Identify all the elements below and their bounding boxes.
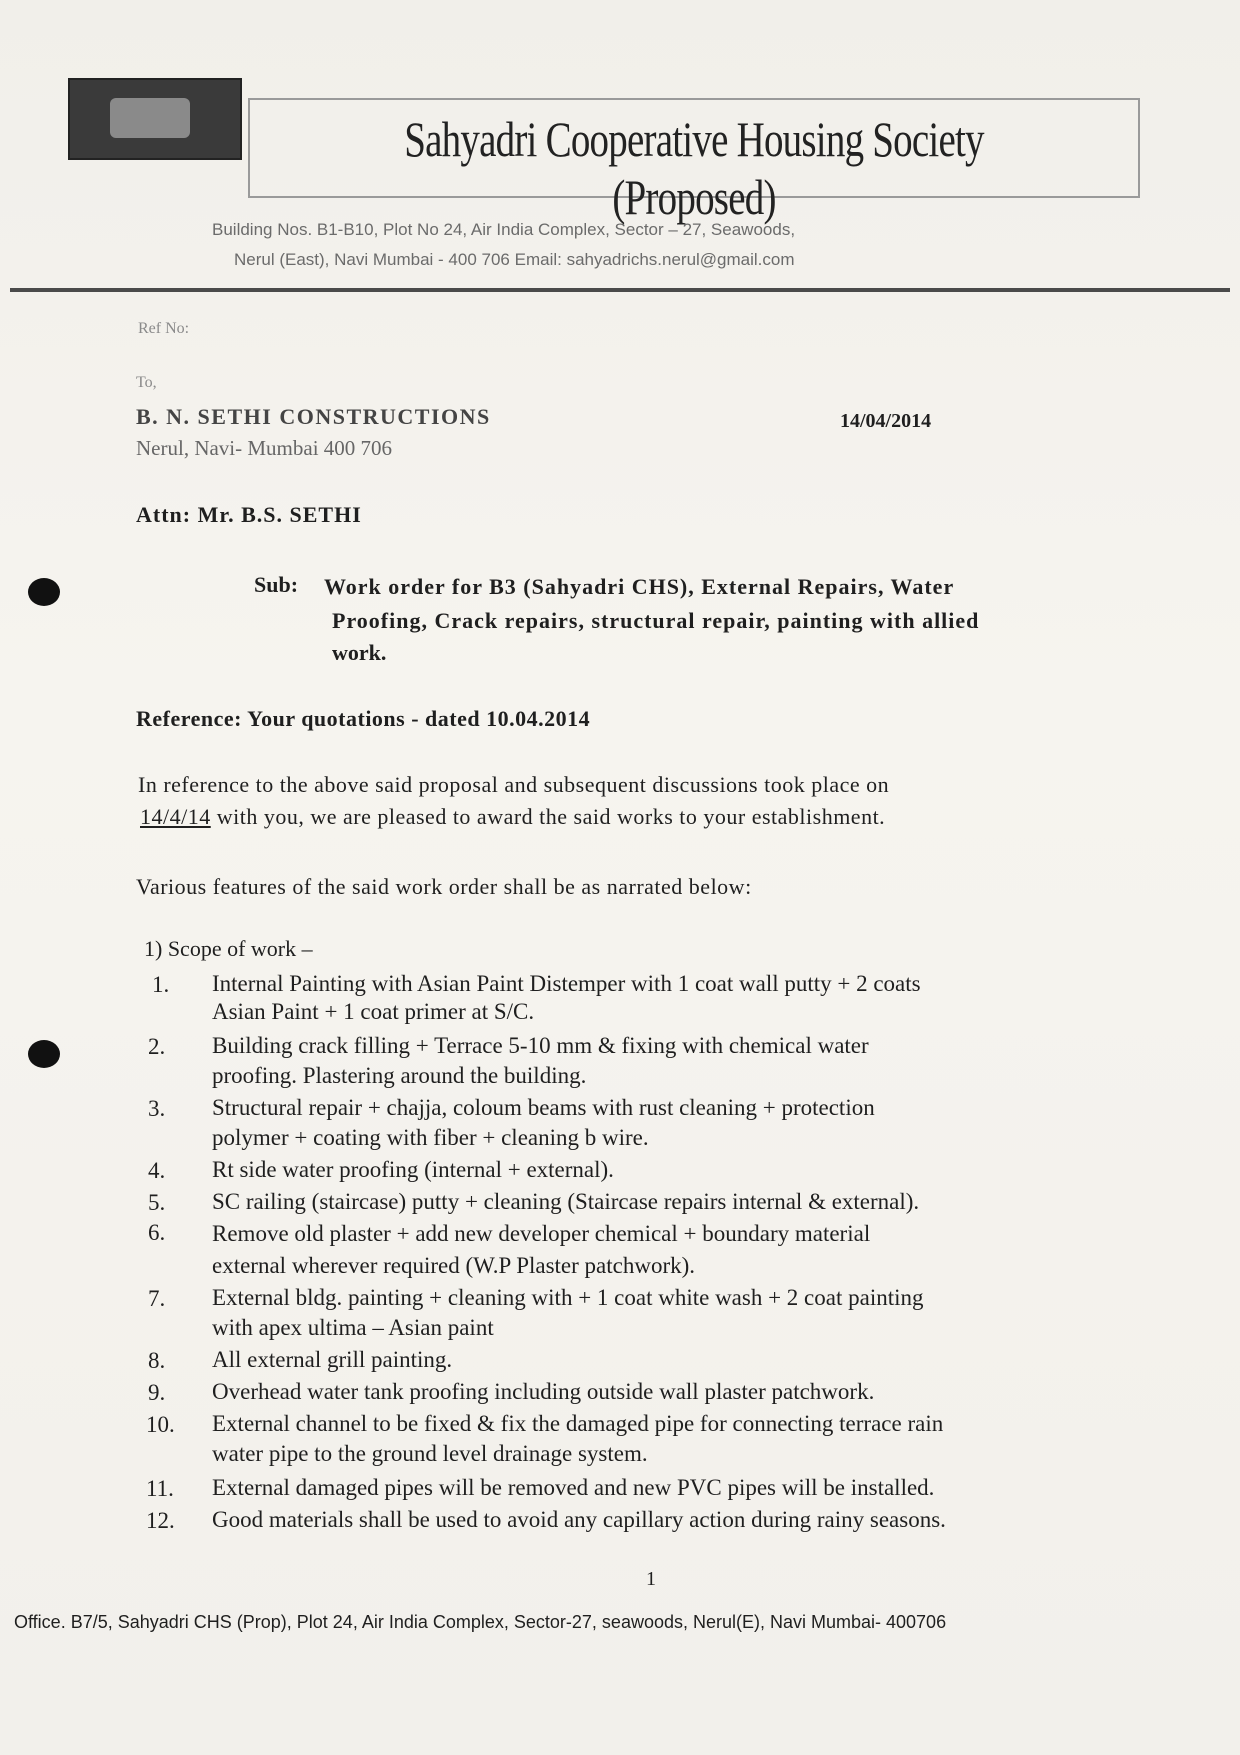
footer-office-address: Office. B7/5, Sahyadri CHS (Prop), Plot 24, Air India Complex, Sector-27, seawoods, Nerul(E), Navi Mumbai- 400706 [14, 1612, 947, 1632]
item-number: 1. [152, 972, 170, 997]
item-line: All external grill painting. [212, 1347, 453, 1372]
item-line: Remove old plaster + add new developer chemical + boundary material [212, 1221, 871, 1246]
item-number: 7. [148, 1286, 166, 1311]
reference-line: Reference: Your quotations - dated 10.04.2014 [136, 706, 591, 731]
to-label: To, [136, 374, 157, 391]
item-line: Good materials shall be used to avoid any capillary action during rainy seasons. [212, 1507, 946, 1532]
paragraph-2: Various features of the said work order shall be as narrated below: [136, 874, 752, 899]
letterhead-address-line-2: Nerul (East), Navi Mumbai - 400 706 Email: sahyadrichs.nerul@gmail.com [234, 250, 795, 269]
item-number: 3. [148, 1096, 166, 1121]
recipient-address: Nerul, Navi- Mumbai 400 706 [136, 436, 393, 460]
subject-label: Sub: [254, 572, 299, 597]
item-number: 5. [148, 1190, 166, 1215]
item-number: 2. [148, 1034, 166, 1059]
item-line: SC railing (staircase) putty + cleaning (Staircase repairs internal & external). [212, 1189, 920, 1214]
discussion-date: 14/4/14 [140, 804, 211, 829]
item-line: water pipe to the ground level drainage system. [212, 1441, 648, 1466]
recipient-name: B. N. SETHI CONSTRUCTIONS [136, 404, 491, 429]
item-number: 4. [148, 1158, 166, 1183]
item-line: Internal Painting with Asian Paint Distemper with 1 coat wall putty + 2 coats [212, 971, 921, 996]
item-line: Asian Paint + 1 coat primer at S/C. [212, 999, 535, 1024]
item-line: Building crack filling + Terrace 5-10 mm & fixing with chemical water [212, 1033, 869, 1058]
paragraph-1-line-2 [140, 804, 885, 830]
ref-no-label: Ref No: [138, 320, 190, 337]
item-number: 10. [146, 1412, 175, 1437]
item-number: 9. [148, 1380, 166, 1405]
item-line: External channel to be fixed & fix the damaged pipe for connecting terrace rain [212, 1411, 944, 1436]
item-line: external wherever required (W.P Plaster patchwork). [212, 1253, 696, 1278]
society-name: Sahyadri Cooperative Housing Society (Proposed) [404, 111, 984, 225]
item-line: External damaged pipes will be removed and new PVC pipes will be installed. [212, 1475, 935, 1500]
item-line: Rt side water proofing (internal + external). [212, 1157, 614, 1182]
letterhead-title-box [248, 98, 1140, 225]
item-line: proofing. Plastering around the building. [212, 1063, 587, 1088]
scope-heading: 1) Scope of work – [144, 936, 313, 961]
subject-line-1: Work order for B3 (Sahyadri CHS), External Repairs, Water [324, 574, 955, 599]
item-number: 12. [146, 1508, 175, 1533]
punch-hole [28, 1040, 60, 1068]
item-number: 6. [148, 1220, 166, 1245]
subject-line-2: Proofing, Crack repairs, structural repair, painting with allied [332, 608, 980, 633]
letterhead-divider [10, 288, 1230, 292]
letter-date: 14/04/2014 [840, 410, 932, 432]
item-line: Structural repair + chajja, coloum beams with rust cleaning + protection [212, 1095, 875, 1120]
society-logo [68, 78, 242, 160]
punch-hole [28, 578, 60, 606]
attention-line: Attn: Mr. B.S. SETHI [136, 502, 362, 527]
item-line: Overhead water tank proofing including outside wall plaster patchwork. [212, 1379, 875, 1404]
paragraph-1-line-2-text: with you, we are pleased to award the said works to your establishment. [210, 804, 886, 829]
letterhead-address-line-1: Building Nos. B1-B10, Plot No 24, Air India Complex, Sector – 27, Seawoods, [212, 220, 796, 239]
item-line: with apex ultima – Asian paint [212, 1315, 494, 1340]
subject-line-3: work. [332, 640, 387, 665]
page-number: 1 [646, 1568, 656, 1590]
paragraph-1-line-1: In reference to the above said proposal and subsequent discussions took place on [138, 772, 890, 797]
item-number: 11. [146, 1476, 174, 1501]
item-line: External bldg. painting + cleaning with + 1 coat white wash + 2 coat painting [212, 1285, 924, 1310]
item-number: 8. [148, 1348, 166, 1373]
item-line: polymer + coating with fiber + cleaning b wire. [212, 1125, 649, 1150]
